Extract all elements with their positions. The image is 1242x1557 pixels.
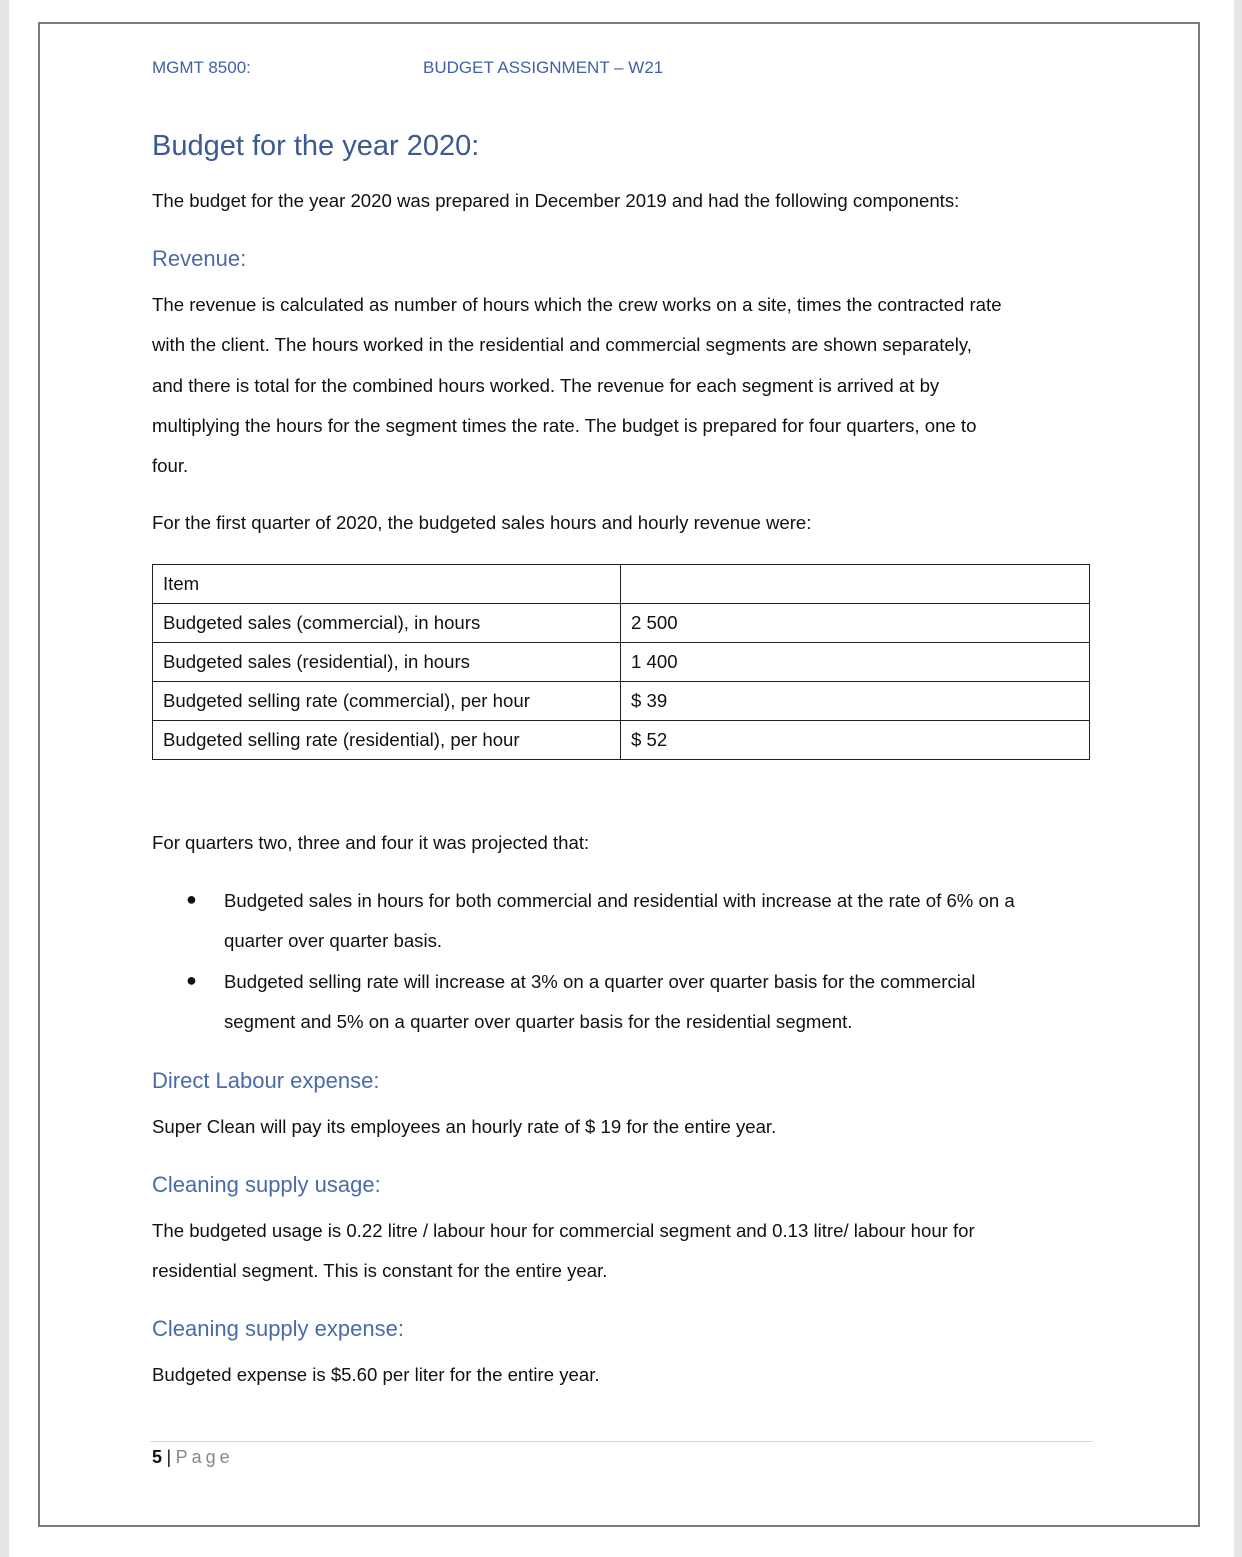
table-cell-item: Budgeted selling rate (residential), per hour [153,721,621,760]
bullet-line: Budgeted sales in hours for both commercial and residential with increase at the rate of 6% on a [224,890,1015,911]
revenue-line: The revenue is calculated as number of hours which the crew works on a site, times the contracted rate [152,294,1002,315]
table-row [153,682,1090,721]
table-header-cell: Item [153,565,621,604]
usage-heading: Cleaning supply usage: [152,1172,381,1197]
table-row [153,721,1090,760]
table-header-cell [621,565,1090,604]
bullet-line: Budgeted selling rate will increase at 3% on a quarter over quarter basis for the commercial [224,971,976,992]
table-cell-value: $ 52 [621,721,1090,760]
right-gutter [1234,0,1242,1557]
left-gutter [0,0,9,1557]
table-cell-value: 1 400 [621,643,1090,682]
usage-line: residential segment. This is constant for the entire year. [152,1260,608,1281]
table-cell-item: Budgeted sales (commercial), in hours [153,604,621,643]
table-intro: For the first quarter of 2020, the budgeted sales hours and hourly revenue were: [152,512,812,533]
bullet-icon: ● [186,970,197,990]
revenue-line: and there is total for the combined hours worked. The revenue for each segment is arrived at by [152,375,940,396]
expense-text: Budgeted expense is $5.60 per liter for the entire year. [152,1364,600,1385]
revenue-line: with the client. The hours worked in the residential and commercial segments are shown separately, [152,334,972,355]
projection-intro: For quarters two, three and four it was projected that: [152,832,590,853]
revenue-line: multiplying the hours for the segment times the rate. The budget is prepared for four quarters, one to [152,415,977,436]
table-row [153,604,1090,643]
table-row [153,643,1090,682]
header-course: MGMT 8500: [152,58,251,77]
header-assignment: BUDGET ASSIGNMENT – W21 [423,58,664,77]
expense-heading: Cleaning supply expense: [152,1316,404,1341]
page-title: Budget for the year 2020: [152,130,480,162]
labour-heading: Direct Labour expense: [152,1068,380,1093]
table-cell-value: 2 500 [621,604,1090,643]
bullet-icon: ● [186,889,197,909]
intro-paragraph: The budget for the year 2020 was prepared in December 2019 and had the following components: [152,190,960,211]
bullet-line: quarter over quarter basis. [224,930,443,951]
bullet-line: segment and 5% on a quarter over quarter basis for the residential segment. [224,1011,853,1032]
usage-line: The budgeted usage is 0.22 litre / labour hour for commercial segment and 0.13 litre/ labour hour for [152,1220,975,1241]
footer-divider [150,1441,1093,1442]
page-number: 5 [152,1447,163,1467]
budget-table [152,564,1090,760]
page-footer [152,1447,234,1468]
table-cell-value: $ 39 [621,682,1090,721]
revenue-line: four. [152,455,189,476]
footer-separator: | [166,1447,172,1467]
table-header-row [153,565,1090,604]
table-cell-item: Budgeted sales (residential), in hours [153,643,621,682]
page-label: Page [175,1447,234,1467]
table-cell-item: Budgeted selling rate (commercial), per hour [153,682,621,721]
labour-text: Super Clean will pay its employees an hourly rate of $ 19 for the entire year. [152,1116,777,1137]
revenue-heading: Revenue: [152,246,247,271]
